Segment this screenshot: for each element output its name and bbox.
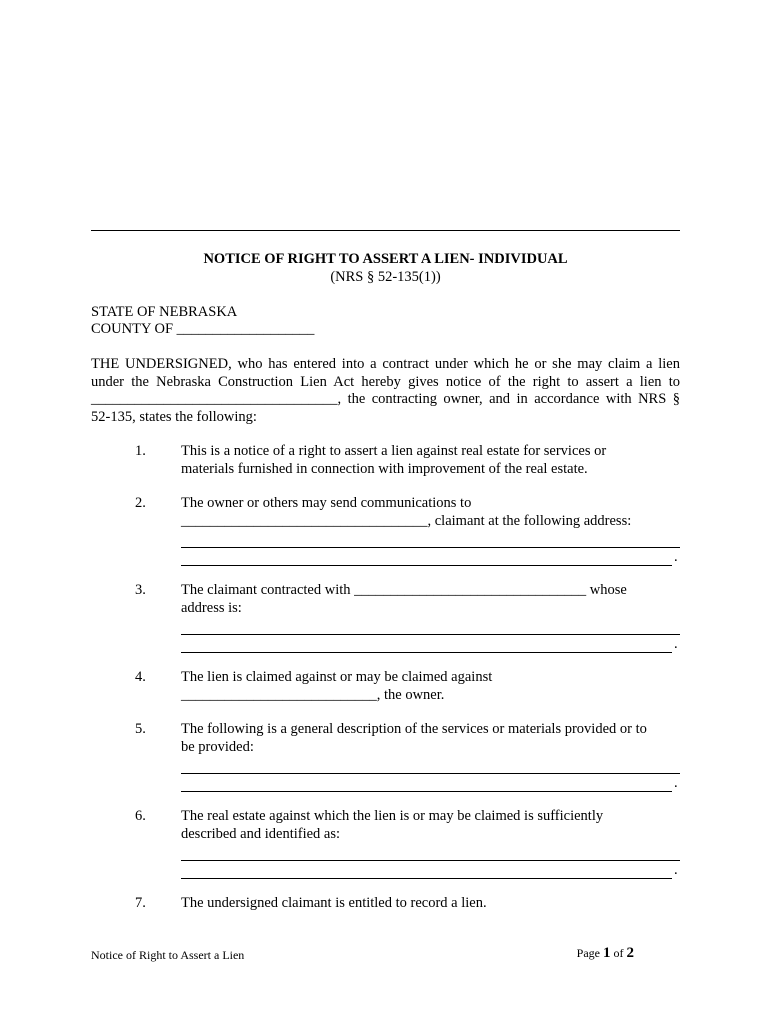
item-number: 2.	[135, 495, 146, 511]
item-text: ___________________________, the owner.	[181, 686, 445, 703]
item-number: 3.	[135, 582, 146, 598]
address-line-blank[interactable]	[181, 548, 672, 566]
description-line-blank[interactable]	[181, 756, 680, 774]
period: .	[674, 548, 678, 565]
intro-line: 52-135, states the following:	[91, 408, 257, 425]
address-line-blank[interactable]	[181, 530, 680, 548]
page-number: 1	[603, 945, 611, 961]
list-item-2	[91, 495, 680, 566]
list-item-1	[91, 443, 680, 478]
list-item-6	[91, 808, 680, 879]
document-title: NOTICE OF RIGHT TO ASSERT A LIEN- INDIVIDUAL	[203, 251, 568, 267]
item-text: The claimant contracted with ________________________________ whose	[181, 582, 627, 598]
state-line: STATE OF NEBRASKA	[91, 304, 238, 320]
item-text: described and identified as:	[181, 825, 341, 842]
intro-line: __________________________________, the contracting owner, and in accordance with NRS §	[91, 391, 680, 407]
footer-title: Notice of Right to Assert a Lien	[91, 948, 245, 962]
item-text: The real estate against which the lien is or may be claimed is sufficiently	[181, 808, 604, 824]
item-number: 4.	[135, 669, 146, 685]
item-number: 5.	[135, 721, 146, 737]
page-word: Page	[576, 946, 600, 960]
page-indicator	[577, 945, 634, 962]
item-text: The lien is claimed against or may be claimed against	[181, 669, 493, 685]
intro-paragraph	[91, 356, 680, 426]
item-text: This is a notice of a right to assert a lien against real estate for services or	[181, 443, 607, 459]
description-line-blank[interactable]	[181, 774, 672, 792]
item-text: address is:	[181, 599, 242, 616]
list-item-4	[91, 669, 680, 704]
intro-line: THE UNDERSIGNED, who has entered into a contract under which he or she may claim a lien	[91, 356, 680, 372]
list-item-5	[91, 721, 680, 792]
item-number: 7.	[135, 895, 146, 911]
item-text: materials furnished in connection with improvement of the real estate.	[181, 460, 588, 477]
address-line-blank[interactable]	[181, 635, 672, 653]
period: .	[674, 861, 678, 878]
item-text: The following is a general description of the services or materials provided or to	[181, 721, 647, 737]
item-text: be provided:	[181, 738, 254, 755]
of-word: of	[613, 946, 624, 960]
item-text: The undersigned claimant is entitled to record a lien.	[181, 895, 487, 911]
document-subtitle: (NRS § 52-135(1))	[330, 269, 441, 285]
item-text: __________________________________, claimant at the following address:	[181, 512, 632, 529]
item-text: The owner or others may send communications to	[181, 495, 472, 511]
period: .	[674, 635, 678, 652]
intro-line: under the Nebraska Construction Lien Act hereby gives notice of the right to assert a lien to	[91, 373, 680, 390]
period: .	[674, 774, 678, 791]
top-rule	[91, 230, 680, 231]
address-line-blank[interactable]	[181, 617, 680, 635]
item-number: 6.	[135, 808, 146, 824]
list-item-7	[91, 895, 680, 913]
property-description-blank[interactable]	[181, 843, 680, 861]
county-line: COUNTY OF ___________________	[91, 321, 315, 337]
list-item-3	[91, 582, 680, 653]
page-total: 2	[626, 945, 634, 961]
item-number: 1.	[135, 443, 146, 459]
property-description-blank[interactable]	[181, 861, 672, 879]
